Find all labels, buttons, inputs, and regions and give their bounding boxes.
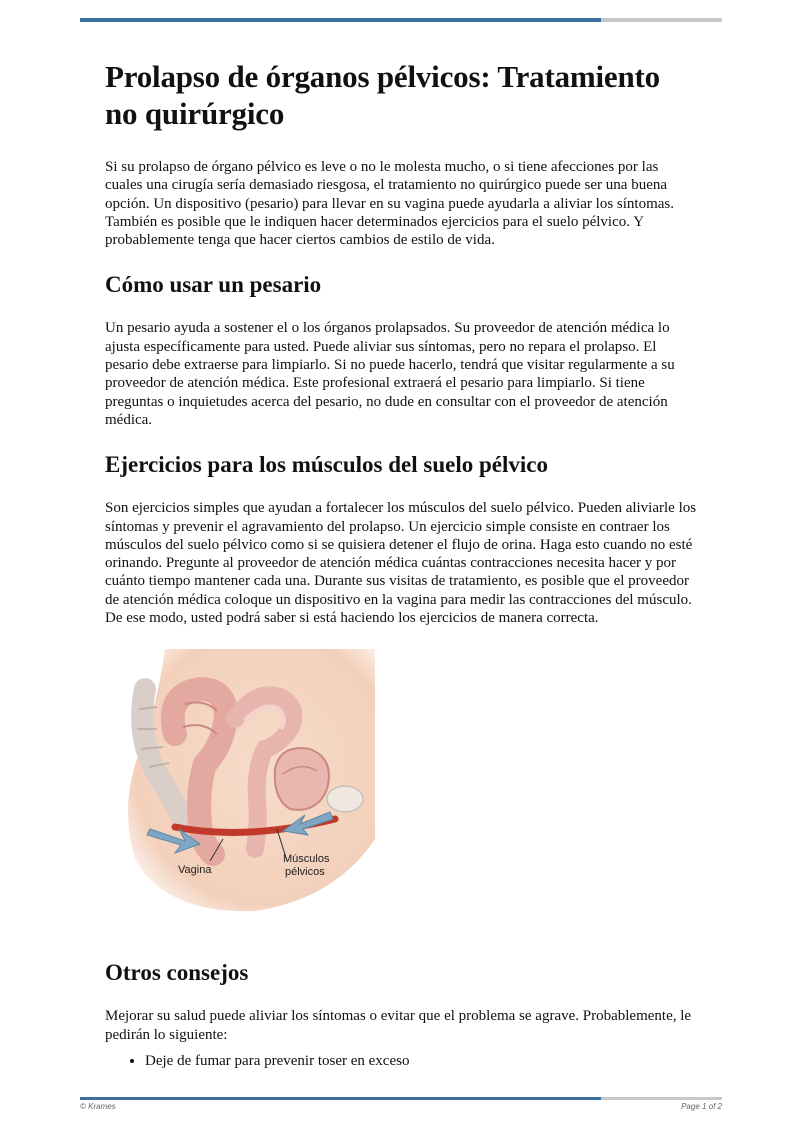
footer-progress-bar — [80, 1097, 722, 1100]
header-progress-bar — [80, 18, 722, 22]
label-vagina: Vagina — [178, 864, 212, 877]
label-muscles-line2: pélvicos — [285, 866, 325, 879]
intro-paragraph: Si su prolapso de órgano pélvico es leve o no le molesta mucho, o si tiene afecciones por las cuales una cirugía sería demasiado riesgosa, el tratamiento no quirúrgico puede ser una buena opción. Un dispositivo (pesario) para llevar en su vagina puede ayudarla a aliviar los síntomas. También es posible que le indiquen hacer determinados ejercicios para el suelo pélvico. Y probablemente tenga que hacer ciertos cambios de estilo de vida. — [105, 159, 675, 249]
section-heading-tips: Otros consejos — [105, 960, 249, 986]
bladder-shape — [275, 749, 329, 811]
footer-page-number: Page 1 of 2 — [681, 1102, 722, 1111]
pelvic-anatomy-svg — [105, 649, 385, 919]
section-heading-pessary: Cómo usar un pesario — [105, 272, 322, 298]
tips-list — [105, 1052, 697, 1070]
page-title: Prolapso de órganos pélvicos: Tratamiento no quirúrgico — [105, 59, 660, 131]
label-muscles-line1: Músculos — [283, 853, 330, 866]
header-progress-fill — [80, 18, 601, 22]
section-body-pessary: Un pesario ayuda a sostener el o los órganos prolapsados. Su proveedor de atención médica lo ajusta específicamente para usted. Puede aliviar sus síntomas, pero no repara el prolapso. El pesario debe extraerse para limpiarlo. Si no puede hacerlo, tendrá que visitar regularmente a su proveedor de atención médica. Este profesional extraerá el pesario para limpiarlo. Si tiene preguntas o inquietudes acerca del pesario, no dude en consultar con el proveedor de atención médica. — [105, 320, 675, 428]
section-body-exercises: Son ejercicios simples que ayudan a fortalecer los músculos del suelo pélvico. Pueden aliviarle los síntomas y prevenir el agravamiento del prolapso. Un ejercicio simple consiste en contraer los músculos del suelo pélvico como si se quisiera detener el flujo de orina. Haga esto cuando no esté orinando. Pregunte al proveedor de atención médica cuántas contracciones necesita hacer y por cuánto tiempo mantener cada una. Durante sus visitas de tratamiento, es posible que el proveedor de atención médica coloque un dispositivo en la vagina para medir las contracciones del músculo. De ese modo, usted podrá saber si está haciendo los ejercicios de manera correcta. — [105, 500, 697, 627]
document-body — [105, 58, 697, 1070]
list-item: • Deje de fumar para prevenir toser en exceso — [145, 1052, 697, 1070]
footer-copyright: © Krames — [80, 1102, 116, 1111]
section-heading-exercises: Ejercicios para los músculos del suelo pélvico — [105, 452, 548, 478]
pubic-bone — [327, 786, 363, 812]
section-body-tips: Mejorar su salud puede aliviar los síntomas o evitar que el problema se agrave. Probablemente, le pedirán lo siguiente: — [105, 1008, 692, 1043]
footer-progress-fill — [80, 1097, 601, 1100]
pelvic-anatomy-illustration — [105, 649, 385, 919]
